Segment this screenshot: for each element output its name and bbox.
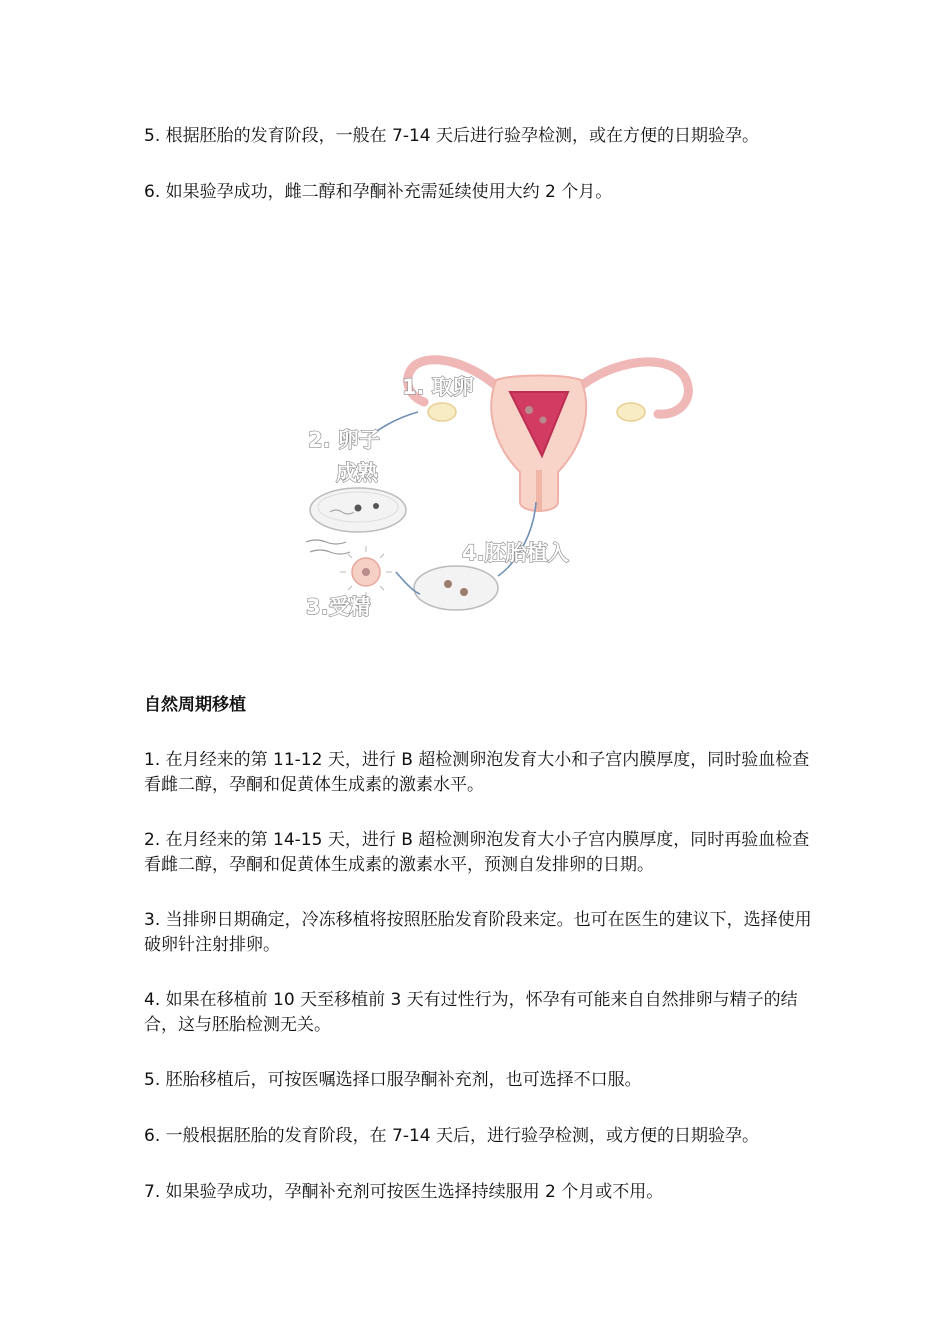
label-step3: 3.受精 [306,595,371,619]
section-item-5: 5. 胚胎移植后，可按医嘱选择口服孕酮补充剂，也可选择不口服。 [144,1070,642,1090]
paragraph-top-6: 6. 如果验孕成功，雌二醇和孕酮补充需延续使用大约 2 个月。 [144,182,613,202]
label-step2-line2: 成熟 [336,461,378,485]
label-step1: 1. 取卵 [402,375,474,399]
label-step2-line1: 2. 卵子 [308,428,380,452]
left-ovary [428,403,456,421]
embryo-in-uterus-1 [525,406,533,414]
section-item-7: 7. 如果验孕成功，孕酮补充剂可按医生选择持续服用 2 个月或不用。 [144,1182,664,1202]
label-step4: 4.胚胎植入 [462,541,569,565]
section-item-2: 2. 在月经来的第 14-15 天，进行 B 超检测卵泡发育大小子宫内膜厚度，同时再验血检查看雌二醇，孕酮和促黄体生成素的激素水平，预测自发排卵的日期。 [144,830,810,875]
section-item-6: 6. 一般根据胚胎的发育阶段，在 7-14 天后，进行验孕检测，或方便的日期验孕。 [144,1126,760,1146]
right-ovary [617,403,645,421]
section-item-4: 4. 如果在移植前 10 天至移植前 3 天有过性行为，怀孕有可能来自自然排卵与精子的结合，这与胚胎检测无关。 [144,990,798,1035]
sperm-lines [306,540,350,554]
ivf-process-illustration [296,352,696,632]
ivf-diagram-svg [296,352,696,632]
section-title: 自然周期移植 [144,695,246,715]
section-item-3: 3. 当排卵日期确定，冷冻移植将按照胚胎发育阶段来定。也可在医生的建议下，选择使用破卵针注射排卵。 [144,910,812,955]
embryo-in-uterus-2 [540,417,547,424]
uterine-canal [536,470,542,512]
petri-dish-embryos [414,566,498,610]
paragraph-top-5: 5. 根据胚胎的发育阶段，一般在 7-14 天后进行验孕检测，或在方便的日期验孕。 [144,126,760,146]
section-item-1: 1. 在月经来的第 11-12 天，进行 B 超检测卵泡发育大小和子宫内膜厚度，同时验血检查看雌二醇，孕酮和促黄体生成素的激素水平。 [144,750,810,795]
